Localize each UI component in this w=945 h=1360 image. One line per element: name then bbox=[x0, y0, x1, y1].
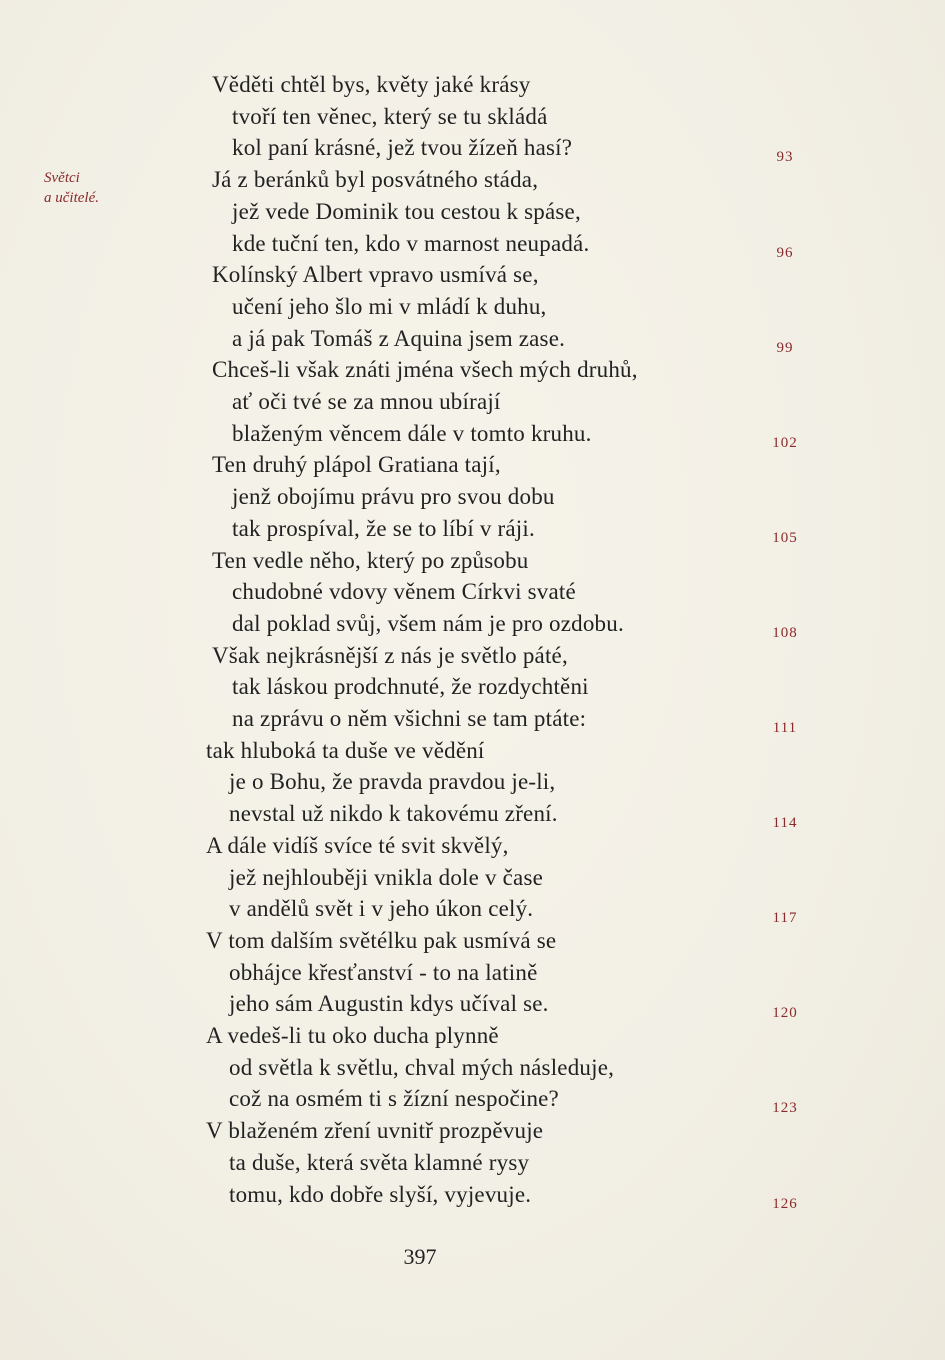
verse-line: a já pak Tomáš z Aquina jsem zase. bbox=[232, 325, 566, 351]
margin-note bbox=[44, 168, 99, 208]
verse-line: dal poklad svůj, všem nám je pro ozdobu. bbox=[232, 610, 624, 636]
verse-line: kde tuční ten, kdo v marnost neupadá. bbox=[232, 230, 590, 256]
margin-note-line-2: a učitelé. bbox=[44, 190, 99, 206]
verse-line: jeho sám Augustin kdys učíval se. bbox=[229, 991, 549, 1017]
verse-line: tomu, kdo dobře slyší, vyjevuje. bbox=[229, 1181, 532, 1207]
line-number: 102 bbox=[772, 434, 798, 451]
verse-line: jenž obojímu právu pro svou dobu bbox=[232, 484, 555, 510]
verse-line: na zprávu o něm všichni se tam ptáte: bbox=[232, 706, 587, 731]
line-number: 108 bbox=[772, 624, 798, 641]
verse-line: Ten druhý plápol Gratiana tají, bbox=[212, 452, 501, 478]
verse-line: Věděti chtěl bys, květy jaké krásy bbox=[212, 72, 531, 97]
verse-line: tak láskou prodchnuté, že rozdychtěni bbox=[232, 674, 589, 700]
line-number: 99 bbox=[776, 339, 794, 356]
verse-line: Kolínský Albert vpravo usmívá se, bbox=[212, 262, 539, 288]
verse-line: tak prospíval, že se to líbí v ráji. bbox=[232, 515, 535, 541]
verse-line: učení jeho šlo mi v mládí k duhu, bbox=[232, 293, 547, 319]
verse-line: obhájce křesťanství - to na latině bbox=[229, 959, 538, 985]
page-number: 397 bbox=[403, 1244, 437, 1269]
verse-line: je o Bohu, že pravda pravdou je-li, bbox=[229, 769, 556, 795]
line-number: 120 bbox=[772, 1005, 798, 1022]
verse-line: tvoří ten věnec, který se tu skládá bbox=[232, 103, 548, 129]
verse-line: V tom dalším světélku pak usmívá se bbox=[206, 927, 557, 953]
line-number: 96 bbox=[776, 244, 794, 261]
verse-line: jež vede Dominik tou cestou k spáse, bbox=[232, 198, 581, 224]
verse-line: V blaženém zření uvnitř prozpěvuje bbox=[206, 1118, 544, 1144]
verse-line: Ten vedle něho, který po způsobu bbox=[212, 547, 529, 573]
line-number: 117 bbox=[772, 910, 798, 927]
verse-line: jež nejhlouběji vnikla dole v čase bbox=[229, 864, 543, 890]
line-number: 126 bbox=[772, 1195, 798, 1212]
verse-line: blaženým věncem dále v tomto kruhu. bbox=[232, 420, 592, 446]
verse-line: nevstal už nikdo k takovému zření. bbox=[229, 801, 558, 827]
line-number: 111 bbox=[772, 720, 798, 736]
verse-line: v andělů svět i v jeho úkon celý. bbox=[229, 896, 534, 922]
verse-line: chudobné vdovy věnem Církvi svaté bbox=[232, 579, 576, 605]
verse-line: A dále vidíš svíce té svit skvělý, bbox=[206, 832, 509, 858]
verse-line: což na osmém ti s žízní nespočine? bbox=[229, 1086, 559, 1112]
verse-line: Však nejkrásnější z nás je světlo páté, bbox=[212, 642, 568, 668]
margin-note-line-1: Světci bbox=[44, 170, 80, 186]
verse-line: kol paní krásné, jež tvou žízeň hasí? bbox=[232, 135, 573, 161]
verse-line: tak hluboká ta duše ve vědění bbox=[206, 737, 485, 763]
line-number: 93 bbox=[776, 149, 794, 166]
line-number: 123 bbox=[772, 1100, 798, 1117]
verse-line: Já z beránků byl posvátného stáda, bbox=[212, 167, 539, 193]
line-number: 105 bbox=[772, 529, 798, 546]
verse-line: od světla k světlu, chval mých následuje, bbox=[229, 1054, 615, 1080]
line-number: 114 bbox=[772, 815, 798, 832]
verse-line: Chceš-li však znáti jména všech mých druhů, bbox=[212, 357, 638, 383]
verse-line: A vedeš-li tu oko ducha plynně bbox=[206, 1023, 499, 1048]
verse-line: ta duše, která světa klamné rysy bbox=[229, 1149, 530, 1175]
verse-line: ať oči tvé se za mnou ubírají bbox=[232, 389, 501, 414]
